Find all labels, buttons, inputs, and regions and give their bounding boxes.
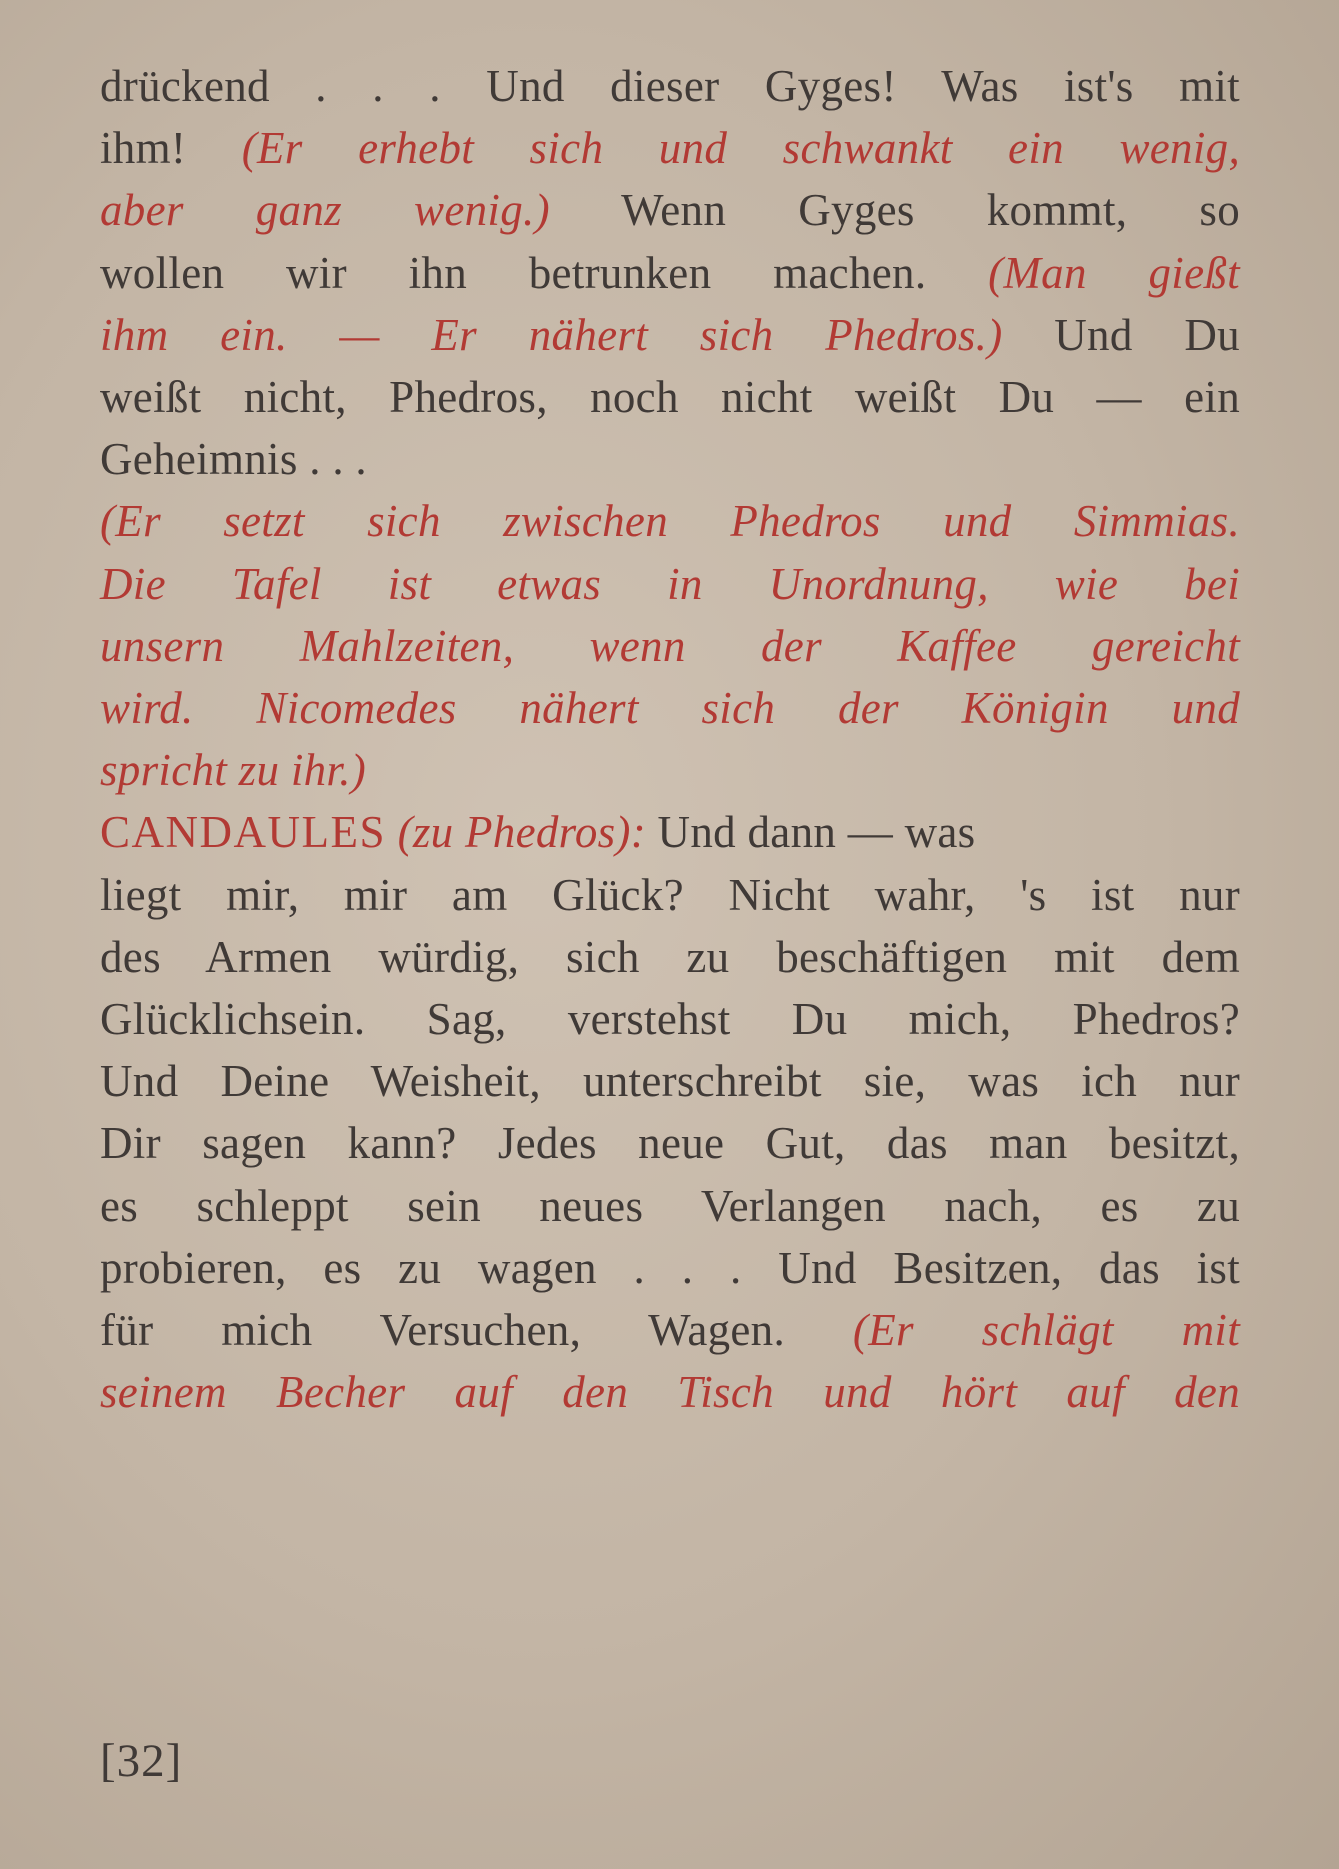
- page-number: [32]: [100, 1735, 183, 1787]
- speaker-name: CANDAULES: [100, 807, 387, 858]
- stage-direction: ihm ein. — Er nähert sich Phedros.): [100, 309, 1003, 360]
- text-line: [100, 1356, 1240, 1428]
- text-line: [100, 1232, 1240, 1304]
- text-run: Und Deine Weisheit, unterschreibt sie, was ich nur: [100, 1056, 1240, 1107]
- text-line: [100, 1107, 1240, 1179]
- text-run: es schleppt sein neues Verlangen nach, es zu: [100, 1180, 1240, 1231]
- stage-direction: aber ganz wenig.): [100, 185, 550, 236]
- stage-direction: unsern Mahlzeiten, wenn der Kaffee gereicht: [100, 620, 1240, 671]
- text-run: Und dann — was: [646, 807, 976, 858]
- text-run: wollen wir ihn betrunken machen.: [100, 247, 989, 298]
- text-line: [100, 1170, 1240, 1242]
- text-run: Glücklichsein. Sag, verstehst Du mich, Phedros?: [100, 994, 1240, 1044]
- text-run: für mich Versuchen, Wagen.: [100, 1305, 853, 1355]
- stage-direction: (Er erhebt sich und schwankt ein wenig,: [241, 123, 1240, 174]
- text-run: Und Du: [1002, 309, 1240, 360]
- text-line: [100, 299, 1240, 371]
- text-line: [100, 548, 1240, 620]
- text-run: Dir sagen kann? Jedes neue Gut, das man besitzt,: [100, 1118, 1240, 1169]
- text-run: des Armen würdig, sich zu beschäftigen mit dem: [100, 931, 1240, 982]
- text-line: [100, 174, 1240, 246]
- text-run: ihm!: [100, 123, 242, 174]
- text-line: [100, 734, 1240, 806]
- text-run: drückend . . . Und dieser Gyges! Was ist's mit: [100, 61, 1240, 111]
- stage-direction: Die Tafel ist etwas in Unordnung, wie bei: [100, 558, 1240, 609]
- text-line: [100, 1294, 1240, 1366]
- text-line: [100, 610, 1240, 682]
- text-line: [100, 112, 1240, 184]
- book-page: [100, 50, 1240, 1830]
- stage-direction: wird. Nicomedes nähert sich der Königin und: [100, 683, 1240, 733]
- text-run: Geheimnis . . .: [100, 434, 367, 485]
- text-line: [100, 983, 1240, 1055]
- stage-direction: (Er schlägt mit: [852, 1305, 1240, 1355]
- text-line: [100, 361, 1240, 433]
- stage-direction: (zu Phedros):: [386, 807, 646, 858]
- text-line: [100, 796, 1240, 868]
- text-line: [100, 50, 1240, 122]
- text-run: weißt nicht, Phedros, noch nicht weißt Du — ein: [100, 372, 1240, 422]
- text-line: [100, 485, 1240, 557]
- text-line: [100, 672, 1240, 744]
- text-line: [100, 237, 1240, 309]
- text-run: probieren, es zu wagen . . . Und Besitzen, das ist: [100, 1242, 1240, 1293]
- text-line: [100, 859, 1240, 931]
- stage-direction: (Man gießt: [988, 247, 1240, 298]
- text-run: Wenn Gyges kommt, so: [549, 185, 1240, 236]
- stage-direction: (Er setzt sich zwischen Phedros und Simmias.: [100, 496, 1240, 547]
- text-run: liegt mir, mir am Glück? Nicht wahr, 's ist nur: [100, 869, 1240, 920]
- stage-direction: seinem Becher auf den Tisch und hört auf den: [100, 1367, 1240, 1418]
- text-line: [100, 1045, 1240, 1117]
- text-line: [100, 921, 1240, 993]
- text-line: [100, 423, 1240, 495]
- stage-direction: spricht zu ihr.): [100, 745, 367, 796]
